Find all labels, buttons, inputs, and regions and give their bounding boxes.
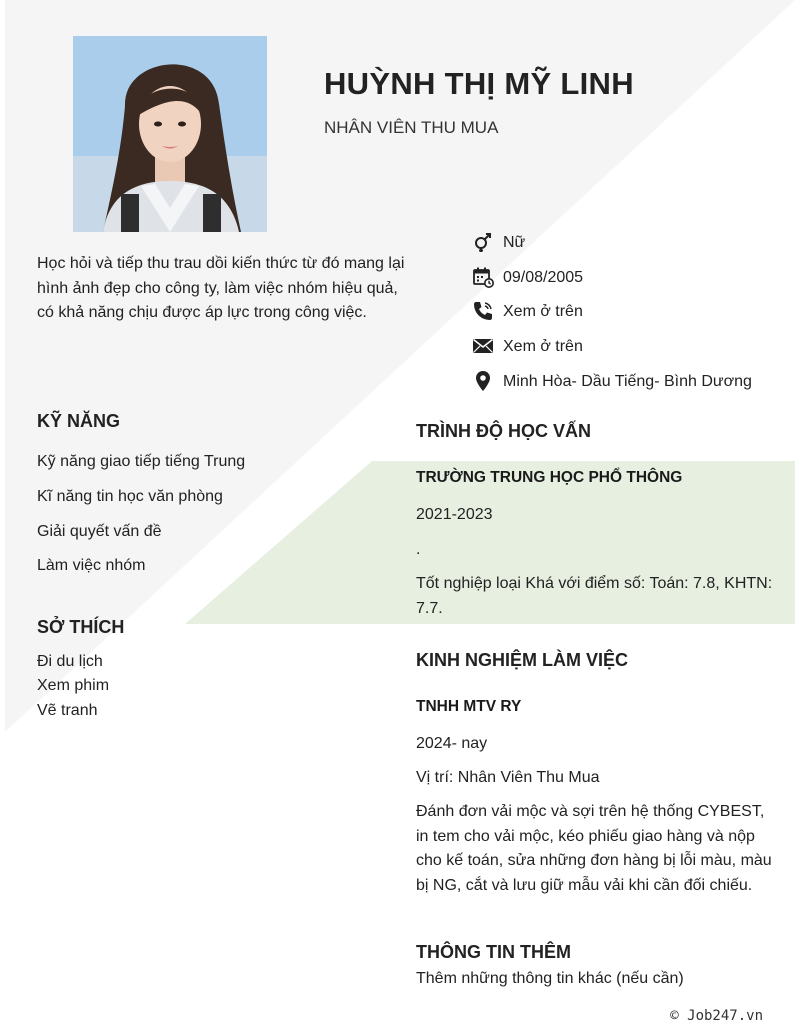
mail-icon [472,335,494,357]
skill-item: Giải quyết vấn đề [37,523,162,540]
skill-item: Làm việc nhóm [37,557,146,574]
experience-position: Vị trí: Nhân Viên Thu Mua [416,769,600,786]
job-title: NHÂN VIÊN THU MUA [324,118,499,137]
candidate-name: HUỲNH THỊ MỸ LINH [324,66,634,101]
education-major: . [416,541,421,558]
calendar-icon [472,266,494,288]
education-heading: TRÌNH ĐỘ HỌC VẤN [416,421,591,441]
skill-item: Kĩ năng tin học văn phòng [37,488,223,505]
location-pin-icon [472,370,494,392]
hobbies-heading: SỞ THÍCH [37,617,125,637]
experience-company: TNHH MTV RY [416,698,522,715]
gender-value: Nữ [503,234,526,251]
contact-birthday [472,266,763,290]
contact-email [472,335,763,359]
hobby-item: Đi du lịch [37,653,103,670]
skills-heading: KỸ NĂNG [37,411,121,431]
education-description: Tốt nghiệp loại Khá với điểm số: Toán: 7.8, KHTN: 7.7. [416,575,773,617]
education-school: TRƯỜNG TRUNG HỌC PHỔ THÔNG [416,469,683,486]
additional-text: Thêm những thông tin khác (nếu cần) [416,970,684,987]
phone-icon [472,300,494,322]
contact-gender [472,231,763,255]
skill-item: Kỹ năng giao tiếp tiếng Trung [37,453,246,470]
profile-photo [73,36,267,232]
experience-period: 2024- nay [416,735,488,752]
additional-heading: THÔNG TIN THÊM [416,942,571,962]
gender-icon [472,231,494,253]
hobby-item: Vẽ tranh [37,702,98,719]
portrait-illustration [73,36,267,232]
contact-phone [472,300,763,324]
career-objective: Học hỏi và tiếp thu trau dồi kiến thức từ đó mang lại hình ảnh đẹp cho công ty, làm việc nhóm hiệu quả, có khả năng chịu được áp lực trong công việc. [37,255,405,321]
address-value: Minh Hòa- Dầu Tiếng- Bình Dương [503,373,752,390]
hobby-item: Xem phim [37,677,110,694]
phone-value: Xem ở trên [503,303,583,320]
email-value: Xem ở trên [503,338,583,355]
education-period: 2021-2023 [416,506,493,523]
experience-heading: KINH NGHIỆM LÀM VIỆC [416,650,629,670]
experience-description: Đánh đơn vải mộc và sợi trên hệ thống CYBEST, in tem cho vải mộc, kéo phiếu giao hàng và nộp cho kế toán, sửa những đơn hàng bị lỗi màu, màu bị NG, cắt và lưu giữ mẫu vải khi cần đối chiếu. [416,803,772,894]
birthday-value: 09/08/2005 [503,269,584,286]
copyright-footer: © Job247.vn [670,1008,763,1024]
contact-address [472,370,763,394]
